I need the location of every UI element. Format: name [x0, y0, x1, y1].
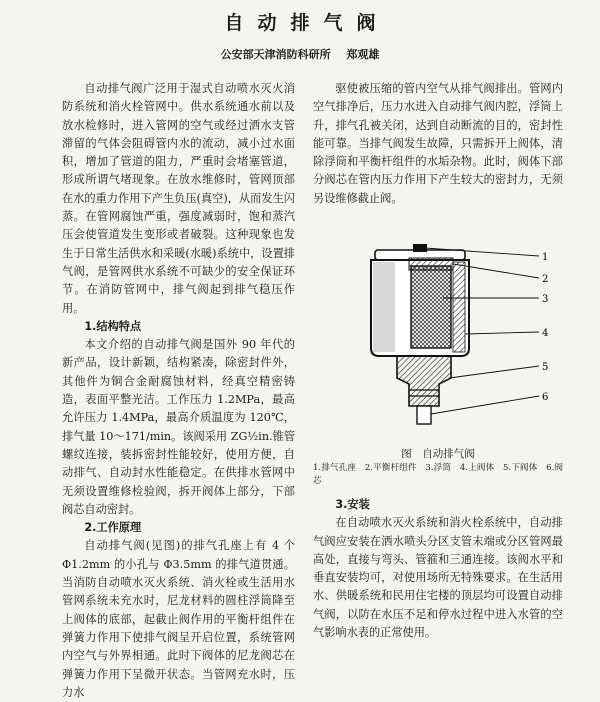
- lower-valve-body-shape: [397, 356, 451, 406]
- installation-paragraph: 在自动喷水灭火系统和消火栓系统中，自动排气阀应安装在洒水喷头分区支管末端或分区管网最高处，直接与弯头、管箍和三通连接。该阀水平和垂直安装均可，对使用场所无特殊要求。在生活用水、供暖系统和民用住宅楼的顶层均可设置自动排气阀，以防在水压不足和停水过程中进入水管的空气影响水表的正常使用。: [313, 516, 563, 640]
- right-column-bottom: [313, 496, 563, 642]
- principle-continued-paragraph: 驱使被压缩的管内空气从排气阀排出。管网内空气排净后，压力水进入自动排气阀内腔，浮筒上升，排气孔被关闭，达到自动断流的目的，密封性能可靠。当排气阀发生故障，只需拆开上阀体，清除浮筒和平衡杆组件的水垢杂物。此时，阀体下部分阀芯在管内压力作用下产生较大的密封力，无须另设维修截止阀。: [313, 82, 563, 205]
- figure-legend: 1.排气孔座 2.平衡杆组件 3.浮筒 4.上阀体 5.下阀体 6.阀芯: [313, 463, 563, 486]
- author-line: [0, 46, 600, 62]
- structure-paragraph: 本文介绍的自动排气阀是国外 90 年代的新产品，设计新颖，结构紧凑，除密封件外，其他件为铜合金耐腐蚀材料，经真空精密铸造，表面平整光洁。工作压力 1.2MPa，最高允许压力 1.4MPa，最高介质温度为 120℃，排气量 10～171/min。该阀采用 ZG½in.锥管螺纹连接，装拆密封性能较好，使用方便，自动排气、自动封水性能稳定。在供排水管网中无须设置维修检验阀，拆开阀体上部分，下部阀芯自动密封。: [62, 338, 295, 516]
- leader-line-4: [465, 332, 539, 334]
- valve-figure: [313, 238, 563, 470]
- author-name: 郑观雄: [346, 48, 380, 61]
- leader-line-6: [431, 396, 539, 414]
- fig-number-2: 2: [542, 274, 549, 285]
- right-column-top: [313, 80, 563, 208]
- valve-core-shape: [417, 406, 431, 424]
- float-shape: [411, 266, 451, 348]
- fig-number-5: 5: [542, 362, 549, 373]
- intro-paragraph: 自动排气阀广泛用于湿式自动喷水灭火消防系统和消火栓管网中。供水系统通水前以及放水检修时，进入管网的空气或经过洒水支管滞留的气体会阻碍管内水的流动，减小过水面积，增加了管道的阻力，严重时会堵塞管道，形成所谓气堵现象。在放水维修时，管网顶部在水的重力作用下产生负压(真空)，从而发生闪蒸。在管网腐蚀严重，强度减弱时，饱和蒸汽压会使管道发生变形或者破裂。这种现象也发生于日常生活供水和采暖(水暖)系统中，设置排气阀，是管网供水系统不可缺少的安全保证环节。在消防管网中，排气阀起到排气稳压作用。: [62, 82, 295, 315]
- exhaust-seat-top: [413, 244, 427, 252]
- fig-number-1: 1: [542, 252, 549, 263]
- author-affiliation: 公安部天津消防科研所: [220, 48, 331, 61]
- left-column: [62, 80, 295, 702]
- body-shade-shape: [373, 262, 395, 352]
- section-heading-principle: 2.工作原理: [84, 521, 142, 535]
- section-heading-structure: 1.结构特点: [84, 319, 142, 333]
- fig-number-3: 3: [542, 294, 549, 305]
- paper-title: 自动排气阀: [224, 12, 390, 34]
- body-wall-hatch-shape: [453, 262, 465, 352]
- leader-line-5: [449, 366, 539, 378]
- fig-number-6: 6: [542, 392, 549, 403]
- balance-rod-shape: [409, 258, 453, 270]
- valve-diagram-svg: [313, 238, 563, 448]
- principle-paragraph: 自动排气阀(见图)的排气孔座上有 4 个 Φ1.2mm 的小孔与 Φ3.5mm 的排气道贯通。当消防自动喷水灭火系统、消火栓或生活用水管网系统未充水时，尼龙材料的圆柱浮筒降至上阀体的底部，起截止阀作用的平衡杆组件在弹簧力作用下使排气阀呈开启位置，系统管网内空气与外界相通。此时下阀体的尼龙阀芯在弹簧力作用下呈微开状态。当管网充水时，压力水: [62, 539, 295, 699]
- section-heading-installation: 3.安装: [335, 498, 370, 511]
- fig-number-4: 4: [542, 328, 549, 339]
- figure-caption: 图 自动排气阀: [401, 448, 475, 460]
